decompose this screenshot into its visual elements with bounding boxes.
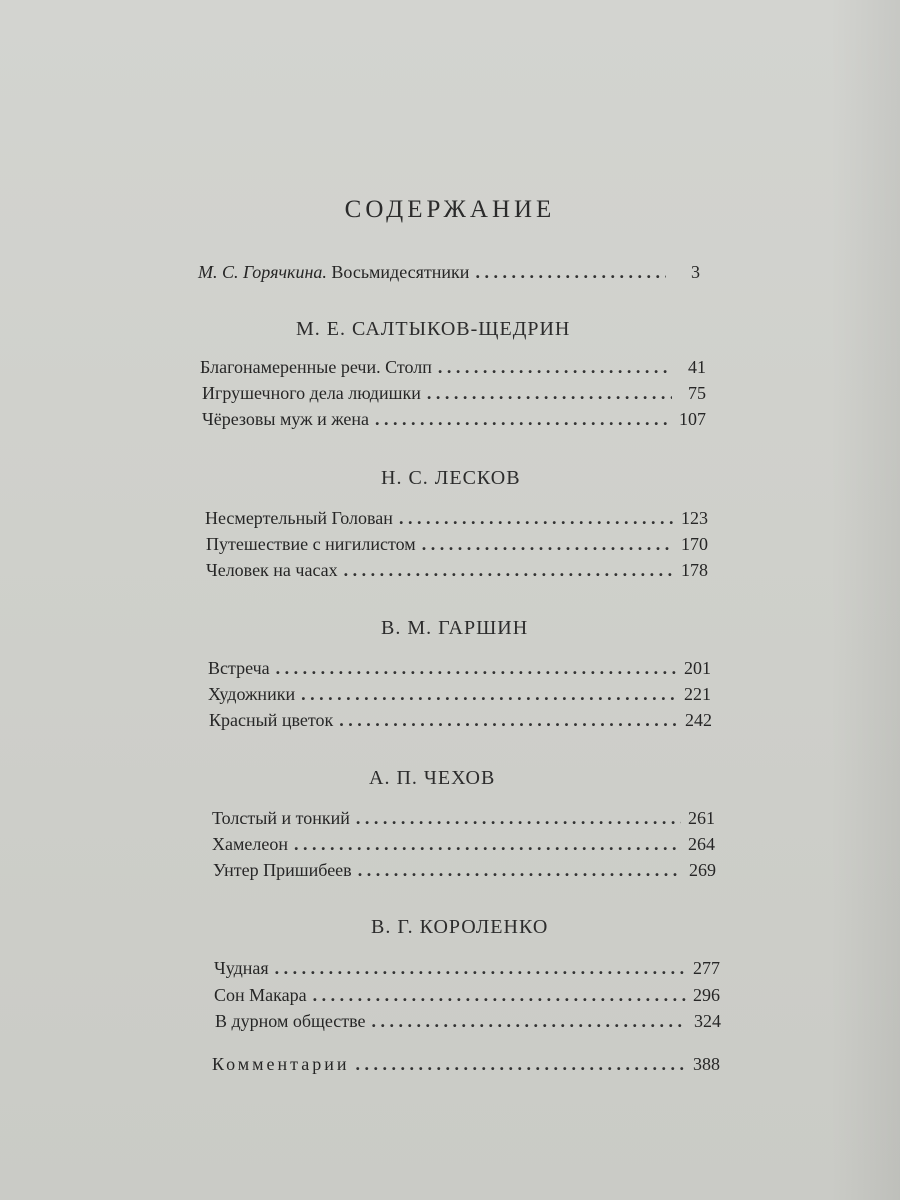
toc-entry: [205, 508, 708, 529]
toc-entry: [212, 834, 715, 855]
entry-page-number: 41: [688, 357, 706, 377]
entry-page-number: 107: [679, 409, 706, 429]
toc-entry: [200, 357, 706, 378]
dot-leader: [427, 383, 672, 404]
dot-leader: [339, 710, 678, 731]
entry-page-number: 296: [693, 985, 720, 1005]
toc-entry: [206, 534, 708, 555]
section-heading: А. П. ЧЕХОВ: [369, 767, 496, 789]
section-heading: Н. С. ЛЕСКОВ: [381, 467, 521, 489]
dot-leader: [422, 534, 674, 555]
entry-page-number: 201: [684, 658, 711, 678]
entry-page-number: 178: [681, 560, 708, 580]
dot-leader: [372, 1011, 687, 1032]
dot-leader: [438, 357, 672, 378]
entry-title: Сон Макара: [214, 985, 307, 1005]
entry-title: Художники: [208, 684, 296, 704]
entry-title: Игрушечного дела людишки: [202, 383, 421, 403]
entry-page-number: 3: [691, 262, 700, 282]
entry-title: Восьмидесятники: [331, 262, 470, 282]
entry-title: Несмертельный Голован: [205, 508, 393, 528]
toc-entry-intro: [198, 262, 700, 283]
dot-leader: [344, 560, 674, 581]
entry-page-number: 388: [693, 1054, 720, 1074]
dot-leader: [294, 834, 681, 855]
toc-entry: [214, 958, 720, 979]
section-heading: М. Е. САЛТЫКОВ-ЩЕДРИН: [296, 318, 571, 340]
toc-entry: [215, 1011, 721, 1032]
entry-title: Благонамеренные речи. Столп: [200, 357, 432, 377]
entry-title: Красный цветок: [209, 710, 334, 730]
dot-leader: [356, 808, 681, 829]
dot-leader: [313, 985, 686, 1006]
toc-entry: [206, 560, 708, 581]
entry-title: Встреча: [208, 658, 270, 678]
entry-title: Путешествие с нигилистом: [206, 534, 416, 554]
entry-title: В дурном обществе: [215, 1011, 366, 1031]
entry-title: Унтер Пришибеев: [213, 860, 352, 880]
toc-entry: [202, 383, 706, 404]
section-heading: В. Г. КОРОЛЕНКО: [371, 916, 549, 938]
entry-page-number: 123: [681, 508, 708, 528]
toc-entry: [208, 684, 711, 705]
entry-page-number: 261: [688, 808, 715, 828]
entry-title: Комментарии: [212, 1054, 350, 1074]
entry-page-number: 170: [681, 534, 708, 554]
toc-title: СОДЕРЖАНИЕ: [344, 196, 556, 223]
entry-page-number: 75: [688, 383, 706, 403]
entry-page-number: 264: [688, 834, 715, 854]
toc-entry-comments: [212, 1054, 720, 1075]
entry-title: Чёрезовы муж и жена: [202, 409, 370, 429]
dot-leader: [276, 658, 677, 679]
dot-leader: [375, 409, 672, 430]
toc-entry: [208, 658, 711, 679]
entry-page-number: 324: [694, 1011, 721, 1031]
toc-entry: [213, 860, 716, 881]
entry-page-number: 242: [685, 710, 712, 730]
entry-title: Хамелеон: [212, 834, 288, 854]
entry-title: Человек на часах: [206, 560, 338, 580]
toc-entry: [209, 710, 712, 731]
entry-page-number: 269: [689, 860, 716, 880]
dot-leader: [475, 262, 666, 283]
entry-title: Толстый и тонкий: [212, 808, 350, 828]
dot-leader: [275, 958, 686, 979]
toc-entry: [212, 808, 715, 829]
dot-leader: [301, 684, 677, 705]
entry-page-number: 277: [693, 958, 720, 978]
dot-leader: [358, 860, 682, 881]
dot-leader: [356, 1054, 686, 1075]
dot-leader: [399, 508, 674, 529]
toc-entry: [214, 985, 720, 1006]
toc-entry: [202, 409, 706, 430]
entry-page-number: 221: [684, 684, 711, 704]
entry-author: М. С. Горячкина.: [198, 262, 327, 282]
section-heading: В. М. ГАРШИН: [381, 617, 529, 639]
entry-title: Чудная: [214, 958, 269, 978]
